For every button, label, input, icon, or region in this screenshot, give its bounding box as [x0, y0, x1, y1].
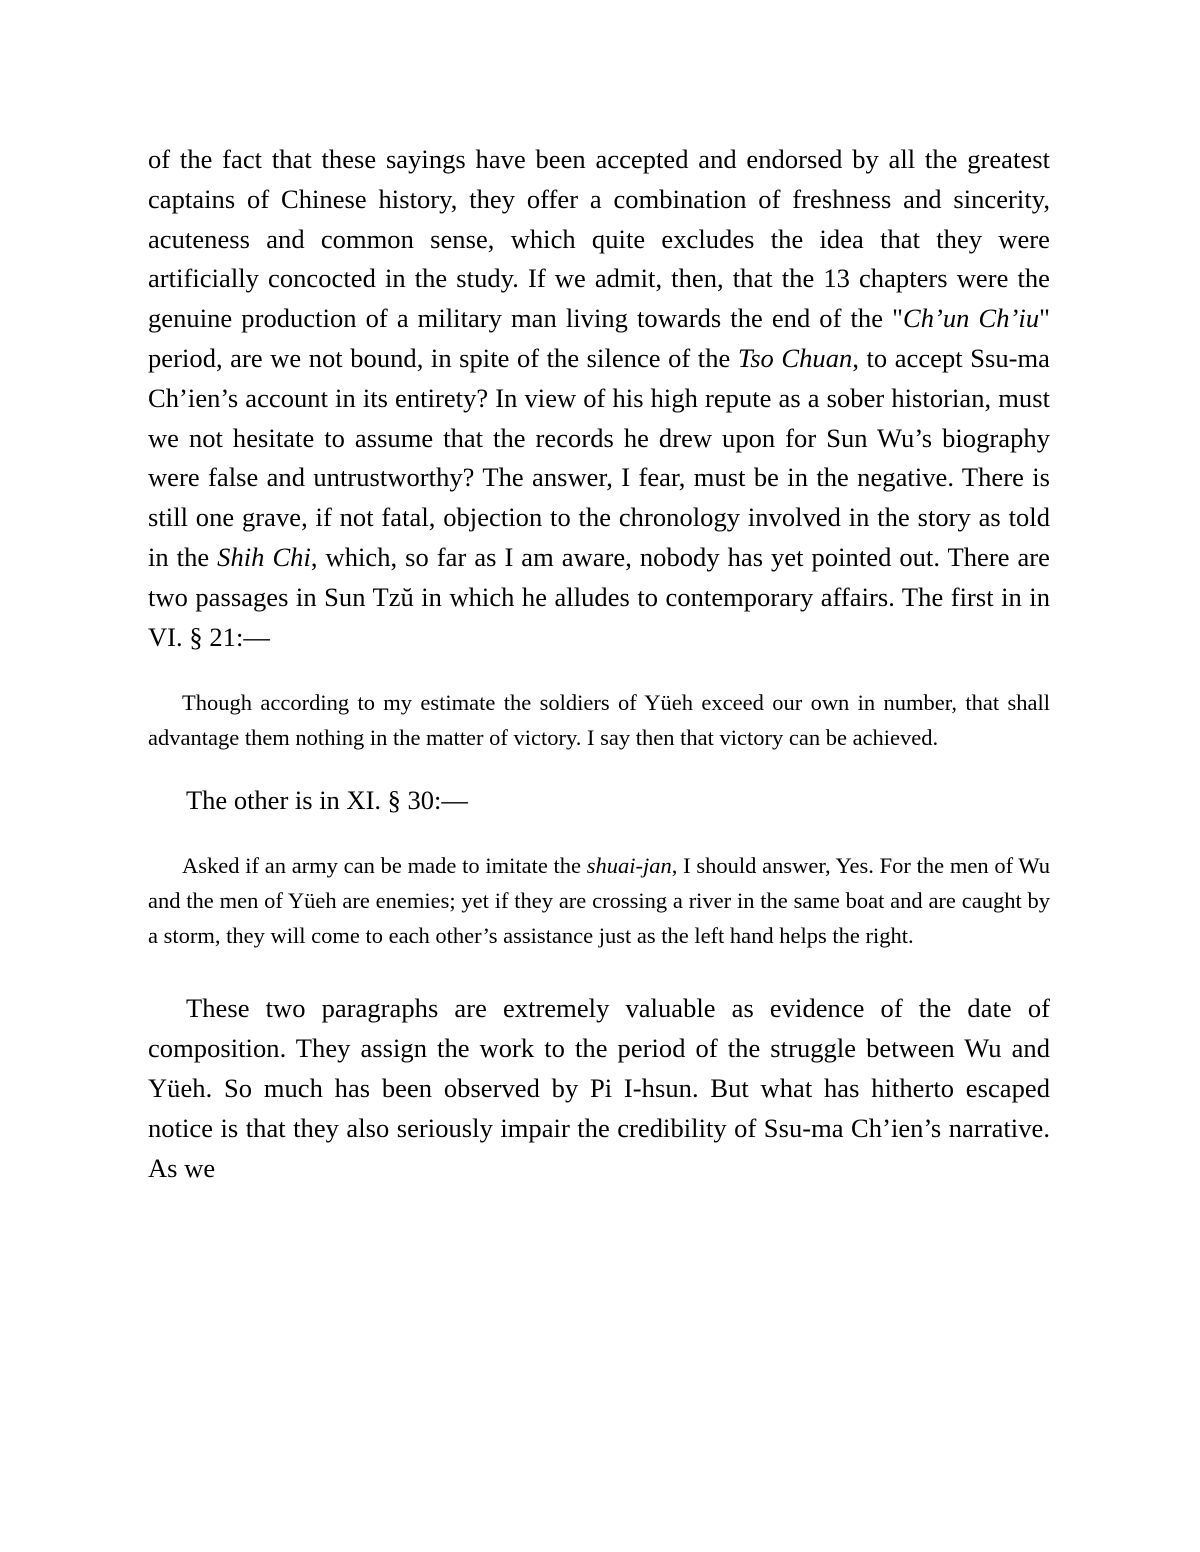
- text-run: The other is in XI. § 30:—: [186, 785, 468, 816]
- text-run: Though according to my estimate the soldiers of Yüeh exceed our own in number, that shall advantage them nothing in the matter of victory. I say then that victory can be achieved.: [148, 690, 1050, 751]
- text-run: , I should answer, Yes. For the men of Wu and the men of Yüeh are enemies; yet if they are crossing a river in the same boat and are caught by a storm, they will come to each other’s assistance just as the left hand helps the right.: [148, 853, 1050, 949]
- text-column: [148, 140, 1050, 1188]
- italic-term-shuai-jan: shuai-jan: [586, 853, 672, 879]
- italic-title-shih-chi: Shih Chi: [217, 541, 311, 572]
- text-run: These two paragraphs are extremely valuable as evidence of the date of composition. They assign the work to the period of the struggle between Wu and Yüeh. So much has been observed by Pi I-hsun. But what has hitherto escaped notice is that they also seriously impair the credibility of Ssu-ma Ch’ien’s narrative. As we: [148, 993, 1050, 1183]
- italic-title-chun-chiu: Ch’un Ch’iu: [902, 303, 1040, 334]
- italic-title-tso-chuan: Tso Chuan: [737, 342, 853, 373]
- blockquote-xi-30: [148, 848, 1050, 953]
- paragraph-spacer: [148, 820, 1050, 848]
- paragraph-other-reference: [148, 781, 1050, 820]
- text-run: , to accept Ssu-ma Ch’ien’s account in its entirety? In view of his high repute as a sober historian, must we not hesitate to assume that the records he drew upon for Sun Wu’s biography were false and untrustworthy? The answer, I fear, must be in the negative. There is still one grave, if not fatal, objection to the chronology involved in the story as told in the: [148, 342, 1050, 572]
- text-run: of the fact that these sayings have been accepted and endorsed by all the greatest captains of Chinese history, they offer a combination of freshness and sincerity, acuteness and common sense, which quite excludes the idea that they were artificially concocted in the study. If we admit, then, that the 13 chapters were the genuine production of a military man living towards the end of the ": [148, 144, 1050, 334]
- paragraph-body-1: [148, 140, 1050, 657]
- paragraph-spacer: [148, 657, 1050, 685]
- text-run: , which, so far as I am aware, nobody has yet pointed out. There are two passages in Sun Tzŭ in which he alludes to contemporary affairs. The first in in VI. § 21:—: [148, 541, 1050, 652]
- text-run: Asked if an army can be made to imitate the: [182, 853, 587, 879]
- paragraph-spacer: [148, 953, 1050, 989]
- text-run: " period, are we not bound, in spite of the silence of the: [148, 303, 1050, 373]
- paragraph-spacer: [148, 755, 1050, 781]
- blockquote-vi-21: [148, 685, 1050, 755]
- paragraph-body-2: [148, 989, 1050, 1188]
